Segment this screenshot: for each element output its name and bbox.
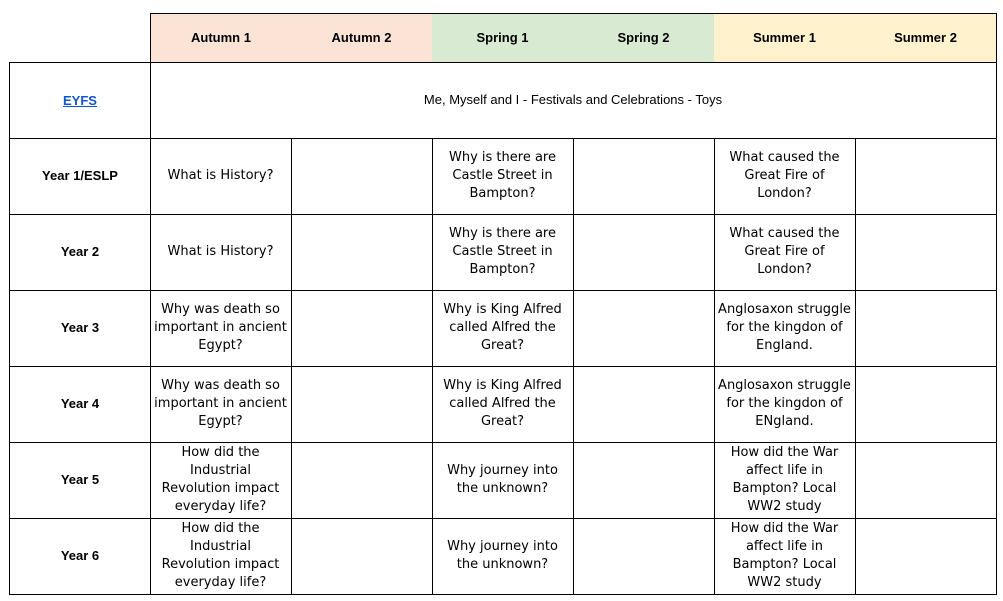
cell-autumn1: How did the Industrial Revolution impact everyday life?: [150, 442, 292, 519]
row-label-eyfs[interactable]: [9, 62, 151, 139]
row-label: Year 4: [9, 366, 151, 443]
cell-autumn1: How did the Industrial Revolution impact everyday life?: [150, 518, 292, 595]
cell-autumn1: Why was death so important in ancient Egypt?: [150, 290, 292, 367]
cell-summer2: [855, 366, 997, 443]
cell-autumn1: Why was death so important in ancient Egypt?: [150, 366, 292, 443]
cell-summer1: Anglosaxon struggle for the kingdon of ENgland.: [714, 366, 856, 443]
row-label: Year 6: [9, 518, 151, 595]
cell-summer1: How did the War affect life in Bampton? Local WW2 study: [714, 442, 856, 519]
eyfs-topic: Me, Myself and I - Festivals and Celebrations - Toys: [150, 62, 997, 139]
cell-autumn1: What is History?: [150, 214, 292, 291]
cell-autumn2: [291, 518, 433, 595]
cell-spring2: [573, 138, 715, 215]
cell-spring2: [573, 518, 715, 595]
cell-spring1: Why journey into the unknown?: [432, 442, 574, 519]
cell-spring2: [573, 290, 715, 367]
cell-summer1: Anglosaxon struggle for the kingdon of England.: [714, 290, 856, 367]
cell-autumn2: [291, 214, 433, 291]
header-summer-2: Summer 2: [855, 13, 997, 63]
eyfs-link[interactable]: EYFS: [63, 92, 97, 108]
cell-summer2: [855, 214, 997, 291]
header-autumn-2: Autumn 2: [291, 13, 433, 63]
row-label: Year 5: [9, 442, 151, 519]
cell-summer2: [855, 442, 997, 519]
cell-autumn2: [291, 138, 433, 215]
cell-spring1: Why is there are Castle Street in Bampton?: [432, 214, 574, 291]
cell-spring1: Why is there are Castle Street in Bampton?: [432, 138, 574, 215]
cell-autumn2: [291, 366, 433, 443]
cell-spring1: Why journey into the unknown?: [432, 518, 574, 595]
cell-spring2: [573, 442, 715, 519]
cell-summer1: How did the War affect life in Bampton? Local WW2 study: [714, 518, 856, 595]
header-summer-1: Summer 1: [714, 13, 856, 63]
cell-summer2: [855, 518, 997, 595]
header-spring-1: Spring 1: [432, 13, 574, 63]
cell-spring1: Why is King Alfred called Alfred the Great?: [432, 366, 574, 443]
cell-spring1: Why is King Alfred called Alfred the Great?: [432, 290, 574, 367]
cell-autumn1: What is History?: [150, 138, 292, 215]
header-autumn-1: Autumn 1: [150, 13, 292, 63]
cell-autumn2: [291, 442, 433, 519]
row-label: Year 1/ESLP: [9, 138, 151, 215]
row-label: Year 2: [9, 214, 151, 291]
cell-summer1: What caused the Great Fire of London?: [714, 138, 856, 215]
header-spring-2: Spring 2: [573, 13, 715, 63]
cell-summer2: [855, 138, 997, 215]
cell-spring2: [573, 366, 715, 443]
cell-summer2: [855, 290, 997, 367]
cell-autumn2: [291, 290, 433, 367]
row-label: Year 3: [9, 290, 151, 367]
cell-summer1: What caused the Great Fire of London?: [714, 214, 856, 291]
cell-spring2: [573, 214, 715, 291]
